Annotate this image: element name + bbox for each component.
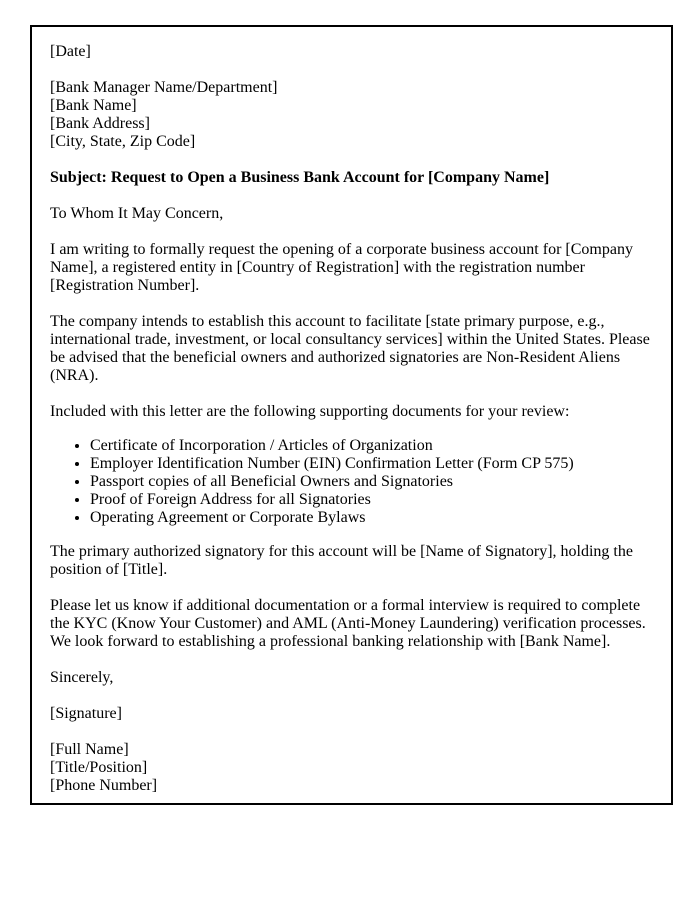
document-item: • Passport copies of all Beneficial Owners and Signatories (90, 473, 653, 491)
document-item: • Operating Agreement or Corporate Bylaws (90, 509, 653, 527)
date-line: [Date] (50, 43, 91, 60)
document-item: • Proof of Foreign Address for all Signatories (90, 491, 653, 509)
recipient-block (50, 79, 653, 151)
paragraph-documents-intro: Included with this letter are the following supporting documents for your review: (50, 403, 570, 420)
signature-name: [Full Name] (50, 741, 129, 758)
recipient-line-2: [Bank Name] (50, 97, 137, 114)
salutation: To Whom It May Concern, (50, 205, 224, 222)
recipient-line-3: [Bank Address] (50, 115, 150, 132)
signature-phone: [Phone Number] (50, 777, 158, 794)
signature-block (50, 741, 653, 795)
paragraph-signatory: The primary authorized signatory for this account will be [Name of Signatory], holding the position of [Title]. (50, 543, 633, 578)
paragraph-opening: I am writing to formally request the opening of a corporate business account for [Company Name], a registered entity in [Country of Registration] with the registration number [Registration Number]. (50, 241, 633, 294)
signature-placeholder: [Signature] (50, 705, 122, 722)
recipient-line-4: [City, State, Zip Code] (50, 133, 196, 150)
documents-list (50, 437, 653, 527)
subject-line: Subject: Request to Open a Business Bank Account for [Company Name] (50, 169, 550, 186)
letter-document (30, 25, 673, 805)
document-item: • Employer Identification Number (EIN) Confirmation Letter (Form CP 575) (90, 455, 653, 473)
paragraph-kyc: Please let us know if additional documentation or a formal interview is required to complete the KYC (Know Your Customer) and AML (Anti-Money Laundering) verification processes. We look forward to establishing a professional banking relationship with [Bank Name]. (50, 597, 646, 650)
signature-title: [Title/Position] (50, 759, 148, 776)
paragraph-purpose: The company intends to establish this account to facilitate [state primary purpose, e.g., international trade, investment, or local consultancy services] within the United States. Please be advised that the beneficial owners and authorized signatories are Non-Resident Aliens (NRA). (50, 313, 650, 384)
document-item: • Certificate of Incorporation / Articles of Organization (90, 437, 653, 455)
recipient-line-1: [Bank Manager Name/Department] (50, 79, 278, 96)
closing: Sincerely, (50, 669, 114, 686)
